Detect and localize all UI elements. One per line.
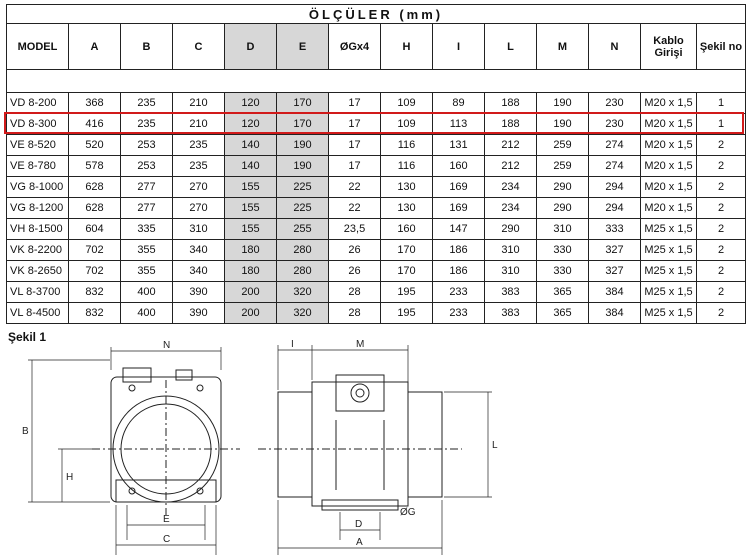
table-cell: 26 [329, 240, 381, 261]
table-cell: 310 [537, 219, 589, 240]
dim-label-b: B [22, 426, 29, 437]
table-cell: 2 [697, 156, 746, 177]
table-cell: 280 [277, 261, 329, 282]
dim-label-m: M [356, 340, 365, 350]
col-header-2: B [121, 24, 173, 70]
table-cell: 2 [697, 261, 746, 282]
table-cell: 140 [225, 135, 277, 156]
table-cell: 233 [433, 282, 485, 303]
dim-label-e: E [163, 514, 170, 525]
table-cell: 169 [433, 177, 485, 198]
table-cell: 235 [121, 114, 173, 135]
figure-label: Şekil 1 [8, 330, 47, 344]
table-cell: VK 8-2200 [7, 240, 69, 261]
table-cell: 1 [697, 93, 746, 114]
table-cell: 400 [121, 282, 173, 303]
table-cell: 235 [173, 156, 225, 177]
table-cell: 355 [121, 261, 173, 282]
table-cell: VL 8-3700 [7, 282, 69, 303]
table-cell: 195 [381, 282, 433, 303]
table-cell: VG 8-1200 [7, 198, 69, 219]
col-header-11: N [589, 24, 641, 70]
table-cell: 327 [589, 240, 641, 261]
table-cell: 330 [537, 261, 589, 282]
table-cell: 290 [537, 198, 589, 219]
table-cell: 578 [69, 156, 121, 177]
table-cell: 116 [381, 156, 433, 177]
table-cell: 383 [485, 303, 537, 324]
table-cell: 340 [173, 240, 225, 261]
table-cell: 384 [589, 282, 641, 303]
table-cell: 383 [485, 282, 537, 303]
table-row [7, 261, 746, 282]
table-cell: 365 [537, 282, 589, 303]
table-cell: 210 [173, 93, 225, 114]
table-cell: 180 [225, 240, 277, 261]
table-cell: M25 x 1,5 [641, 261, 697, 282]
table-cell: 200 [225, 303, 277, 324]
table-cell: M25 x 1,5 [641, 282, 697, 303]
table-cell: 2 [697, 282, 746, 303]
table-cell: 335 [121, 219, 173, 240]
table-cell: 17 [329, 93, 381, 114]
col-header-9: L [485, 24, 537, 70]
table-cell: 225 [277, 177, 329, 198]
table-cell: M20 x 1,5 [641, 156, 697, 177]
table-cell: VL 8-4500 [7, 303, 69, 324]
dim-label-a: A [356, 537, 363, 548]
table-row [7, 114, 746, 135]
table-cell: 170 [277, 93, 329, 114]
dim-label-h: H [66, 472, 74, 483]
col-header-6: ØGx4 [329, 24, 381, 70]
dim-label-i: I [291, 340, 294, 350]
table-row [7, 135, 746, 156]
table-cell: 17 [329, 135, 381, 156]
dim-label-l: L [492, 440, 498, 451]
table-cell: 234 [485, 177, 537, 198]
table-cell: 23,5 [329, 219, 381, 240]
table-cell: 2 [697, 219, 746, 240]
table-cell: 212 [485, 156, 537, 177]
table-cell: 170 [381, 261, 433, 282]
table-cell: 365 [537, 303, 589, 324]
table-cell: 109 [381, 114, 433, 135]
table-cell: 2 [697, 135, 746, 156]
table-cell: 520 [69, 135, 121, 156]
table-cell: 294 [589, 177, 641, 198]
table-cell: 255 [277, 219, 329, 240]
table-cell: 235 [173, 135, 225, 156]
col-header-12: Kablo Girişi [641, 24, 697, 70]
table-cell: 290 [485, 219, 537, 240]
table-cell: 384 [589, 303, 641, 324]
table-cell: 160 [381, 219, 433, 240]
table-cell: M20 x 1,5 [641, 198, 697, 219]
dimensions-table-wrap [6, 4, 745, 324]
table-cell: 702 [69, 261, 121, 282]
table-cell: 17 [329, 156, 381, 177]
table-cell: 155 [225, 177, 277, 198]
table-row [7, 198, 746, 219]
table-cell: VD 8-200 [7, 93, 69, 114]
table-cell: 147 [433, 219, 485, 240]
table-cell: 17 [329, 114, 381, 135]
table-cell: 2 [697, 240, 746, 261]
table-cell: 327 [589, 261, 641, 282]
table-cell: VK 8-2650 [7, 261, 69, 282]
table-cell: 310 [173, 219, 225, 240]
blank-row [7, 70, 746, 93]
table-cell: 131 [433, 135, 485, 156]
side-view [258, 345, 492, 555]
table-cell: 320 [277, 282, 329, 303]
table-cell: 190 [277, 135, 329, 156]
table-cell: 340 [173, 261, 225, 282]
table-cell: VE 8-780 [7, 156, 69, 177]
table-cell: 22 [329, 177, 381, 198]
table-cell: 832 [69, 282, 121, 303]
table-cell: M20 x 1,5 [641, 135, 697, 156]
table-cell: 28 [329, 303, 381, 324]
col-header-1: A [69, 24, 121, 70]
table-cell: 702 [69, 240, 121, 261]
table-cell: 120 [225, 93, 277, 114]
table-row [7, 177, 746, 198]
table-cell: 234 [485, 198, 537, 219]
col-header-8: I [433, 24, 485, 70]
table-cell: 253 [121, 135, 173, 156]
table-cell: 2 [697, 303, 746, 324]
table-cell: 190 [537, 93, 589, 114]
table-cell: 310 [485, 261, 537, 282]
table-cell: 170 [277, 114, 329, 135]
table-cell: 333 [589, 219, 641, 240]
table-cell: 169 [433, 198, 485, 219]
table-cell: 116 [381, 135, 433, 156]
table-cell: 290 [537, 177, 589, 198]
table-row [7, 219, 746, 240]
table-cell: 155 [225, 219, 277, 240]
table-cell: 180 [225, 261, 277, 282]
table-cell: 225 [277, 198, 329, 219]
table-cell: 259 [537, 156, 589, 177]
table-cell: 195 [381, 303, 433, 324]
dim-label-c: C [163, 534, 171, 545]
header-row [7, 24, 746, 70]
table-cell: M25 x 1,5 [641, 240, 697, 261]
table-cell: 186 [433, 240, 485, 261]
col-header-13: Şekil no [697, 24, 746, 70]
dim-label-n: N [163, 340, 171, 351]
table-cell: 22 [329, 198, 381, 219]
table-cell: 1 [697, 114, 746, 135]
table-cell: 210 [173, 114, 225, 135]
table-cell: VD 8-300 [7, 114, 69, 135]
table-cell: 113 [433, 114, 485, 135]
table-cell: 130 [381, 177, 433, 198]
table-cell: 280 [277, 240, 329, 261]
table-title: ÖLÇÜLER (mm) [7, 5, 746, 24]
table-cell: 259 [537, 135, 589, 156]
dimensions-table [6, 4, 746, 324]
table-cell: 89 [433, 93, 485, 114]
table-cell: 230 [589, 114, 641, 135]
table-cell: 368 [69, 93, 121, 114]
table-cell: 832 [69, 303, 121, 324]
table-cell: 2 [697, 198, 746, 219]
table-cell: 190 [537, 114, 589, 135]
table-cell: 604 [69, 219, 121, 240]
table-cell: 628 [69, 177, 121, 198]
table-cell: 320 [277, 303, 329, 324]
table-row [7, 156, 746, 177]
table-cell: 355 [121, 240, 173, 261]
table-cell: 270 [173, 177, 225, 198]
col-header-3: C [173, 24, 225, 70]
table-cell: 294 [589, 198, 641, 219]
table-cell: 200 [225, 282, 277, 303]
col-header-7: H [381, 24, 433, 70]
table-cell: 26 [329, 261, 381, 282]
col-header-10: M [537, 24, 589, 70]
table-cell: 28 [329, 282, 381, 303]
table-cell: M25 x 1,5 [641, 219, 697, 240]
table-cell: 310 [485, 240, 537, 261]
table-cell: 140 [225, 156, 277, 177]
table-cell: VE 8-520 [7, 135, 69, 156]
dim-label-g: ØG [400, 507, 416, 518]
table-cell: 212 [485, 135, 537, 156]
table-cell: 390 [173, 303, 225, 324]
table-cell: 130 [381, 198, 433, 219]
table-cell: 155 [225, 198, 277, 219]
table-cell: 120 [225, 114, 277, 135]
table-cell: 253 [121, 156, 173, 177]
table-cell: 390 [173, 282, 225, 303]
table-cell: 274 [589, 135, 641, 156]
table-cell: 233 [433, 303, 485, 324]
table-cell: M20 x 1,5 [641, 93, 697, 114]
table-cell: 330 [537, 240, 589, 261]
table-cell: 416 [69, 114, 121, 135]
table-cell: 190 [277, 156, 329, 177]
table-cell: 188 [485, 114, 537, 135]
table-cell: 628 [69, 198, 121, 219]
table-cell: 235 [121, 93, 173, 114]
col-header-4: D [225, 24, 277, 70]
table-row [7, 240, 746, 261]
col-header-5: E [277, 24, 329, 70]
table-row [7, 93, 746, 114]
table-cell: 274 [589, 156, 641, 177]
table-cell: 170 [381, 240, 433, 261]
table-cell: M25 x 1,5 [641, 303, 697, 324]
dim-label-d: D [355, 519, 363, 530]
technical-drawing [0, 340, 750, 560]
table-cell: VG 8-1000 [7, 177, 69, 198]
table-cell: M20 x 1,5 [641, 177, 697, 198]
table-cell: 400 [121, 303, 173, 324]
front-view [28, 347, 240, 555]
table-row [7, 303, 746, 324]
table-cell: 109 [381, 93, 433, 114]
table-cell: 186 [433, 261, 485, 282]
table-cell: VH 8-1500 [7, 219, 69, 240]
table-cell: 160 [433, 156, 485, 177]
table-cell: 277 [121, 177, 173, 198]
table-cell: 277 [121, 198, 173, 219]
table-cell: 230 [589, 93, 641, 114]
table-row [7, 282, 746, 303]
table-cell: 188 [485, 93, 537, 114]
table-cell: 2 [697, 177, 746, 198]
table-cell: M20 x 1,5 [641, 114, 697, 135]
col-header-0: MODEL [7, 24, 69, 70]
table-cell: 270 [173, 198, 225, 219]
